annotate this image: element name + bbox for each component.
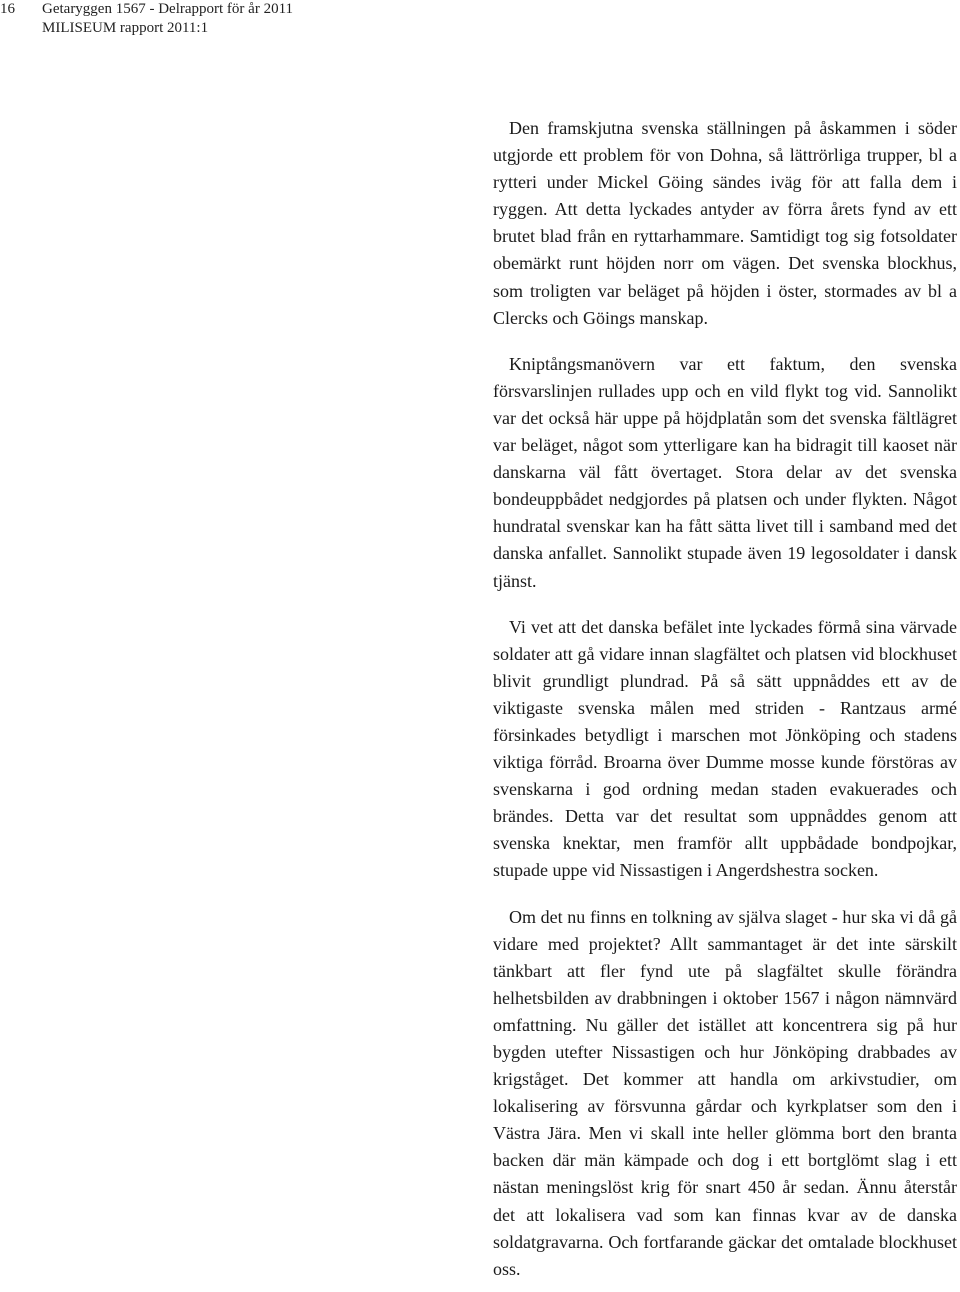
paragraph-1: Den framskjutna svenska ställningen på åskammen i söder utgjorde ett problem för von Dohna, så lättrörliga trupper, bl a rytteri under Mickel Göing sändes iväg för att falla dem i ryggen. Att detta lyckades antyder av förra årets fynd av ett brutet blad från en ryttarhammare. Samtidigt tog sig fotsoldater obemärkt runt höjden norr om vägen. Det svenska blockhus, som troligten var beläget på höjden i öster, stormades av bl a Clercks och Göings manskap. <box>493 118 957 328</box>
report-title: Getaryggen 1567 - Delrapport för år 2011 <box>42 1 294 17</box>
page-number: 16 <box>0 1 15 17</box>
page-header <box>0 0 293 38</box>
report-subtitle: MILISEUM rapport 2011:1 <box>42 20 209 36</box>
paragraph-4: Om det nu finns en tolkning av själva slaget - hur ska vi då gå vidare med projektet? Allt sammantaget är det inte särskilt tänkbart att fler fynd ute på slagfältet skulle förändra helhetsbilden av drabbningen i oktober 1567 i någon nämnvärd omfattning. Nu gäller det istället att koncentrera sig på hur bygden utefter Nissastigen och hur Jönköping drabbades av krigståget. Det kommer att handla om arkivstudier, om lokalisering av försvunna gårdar och kyrkplatser som den i Västra Jära. Men vi skall inte heller glömma bort den branta backen där män kämpade och dog i ett bortglömt slag i ett nästan meningslöst krig för snart 450 år sedan. Ännu återstår det att lokalisera vad som kan finnas kvar av de danska soldatgravarna. Och fortfarande gäckar det omtalade blockhuset oss. <box>493 906 957 1279</box>
body-text <box>493 115 957 1283</box>
paragraph-3: Vi vet att det danska befälet inte lyckades förmå sina värvade soldater att gå vidare innan slagfältet och platsen vid blockhuset blivit grundligt plundrad. På så sätt uppnåddes ett av de viktigaste svenska målen med striden - Rantzaus armé försinkades betydligt i marschen mot Jönköping och stadens viktiga förråd. Broarna över Dumme mosse kunde förstöras av svenskarna i god ordning medan staden evakuerades och brändes. Detta var det resultat som uppnåddes genom att svenska knektar, men framför allt uppbådade bondpojkar, stupade uppe vid Nissastigen i Angerdshestra socken. <box>493 616 957 881</box>
header-line-1 <box>0 0 293 19</box>
paragraph-2: Kniptångsmanövern var ett faktum, den svenska försvarslinjen rullades upp och en vild flykt tog vid. Sannolikt var det också här uppe på höjdplatån som det svenska fältlägret var beläget, något som ytterligare kan ha bidragit till kaoset när danskarna väl fått övertaget. Stora delar av det svenska bondeuppbådet nedgjordes på platsen och under flykten. Något hundratal svenskar kan ha fått sätta livet till i samband med det danska anfallet. Sannolikt stupade även 19 legosoldater i dansk tjänst. <box>493 353 957 591</box>
